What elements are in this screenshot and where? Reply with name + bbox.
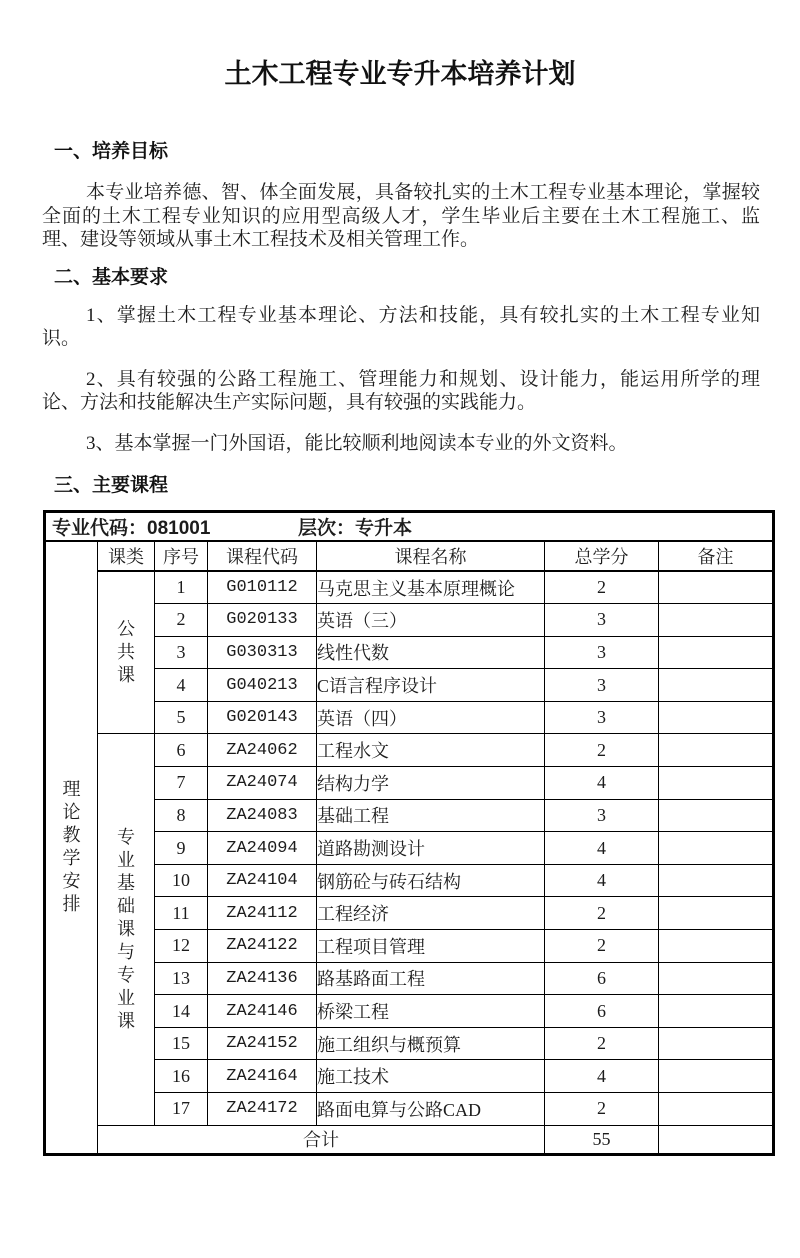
course-row: [45, 799, 774, 832]
program-level: 层次：专升本: [298, 518, 413, 539]
course-credits: 4: [545, 1060, 659, 1093]
course-no: 11: [155, 897, 208, 930]
course-name: 钢筋砼与砖石结构: [317, 864, 545, 897]
course-name: C语言程序设计: [317, 669, 545, 702]
course-name: 英语（三）: [317, 604, 545, 637]
course-credits: 6: [545, 962, 659, 995]
course-code: G040213: [208, 669, 317, 702]
course-row: [45, 930, 774, 963]
course-no: 7: [155, 767, 208, 800]
course-code: ZA24112: [208, 897, 317, 930]
course-credits: 2: [545, 1027, 659, 1060]
course-credits: 4: [545, 832, 659, 865]
course-row: [45, 1027, 774, 1060]
course-remark-cell: [659, 897, 774, 930]
course-row: [45, 571, 774, 604]
course-code: G030313: [208, 636, 317, 669]
course-code: ZA24136: [208, 962, 317, 995]
course-name: 马克思主义基本原理概论: [317, 571, 545, 604]
course-remark-cell: [659, 864, 774, 897]
requirement-item-2: 2、具有较强的公路工程施工、管理能力和规划、设计能力，能运用所学的理论、方法和技能解决生产实际问题，具有较强的实践能力。: [42, 368, 760, 413]
col-header-course-code: 课程代码: [208, 541, 317, 571]
requirement-item-1: 1、掌握土木工程专业基本理论、方法和技能，具有较扎实的土木工程专业知识。: [42, 304, 760, 349]
course-no: 13: [155, 962, 208, 995]
course-credits: 3: [545, 669, 659, 702]
course-name: 施工组织与概预算: [317, 1027, 545, 1060]
course-remark-cell: [659, 930, 774, 963]
course-name: 工程经济: [317, 897, 545, 930]
course-name: 桥梁工程: [317, 995, 545, 1028]
col-header-total-credits: 总学分: [545, 541, 659, 571]
course-credits: 6: [545, 995, 659, 1028]
section-heading-requirements: 二、基本要求: [54, 266, 169, 288]
course-row: [45, 962, 774, 995]
course-name: 路基路面工程: [317, 962, 545, 995]
section-heading-courses: 三、主要课程: [54, 475, 169, 496]
course-code: ZA24062: [208, 734, 317, 767]
objectives-paragraph: 本专业培养德、智、体全面发展，具备较扎实的土木工程专业基本理论，掌握较全面的土木工程专业知识的应用型高级人才，学生毕业后主要在土木工程施工、监理、建设等领域从事土木工程技术及相关管理工作。: [42, 182, 760, 250]
course-row: [45, 734, 774, 767]
course-remark-cell: [659, 571, 774, 604]
course-no: 1: [155, 571, 208, 604]
course-code: G020133: [208, 604, 317, 637]
course-row: [45, 832, 774, 865]
course-name: 基础工程: [317, 799, 545, 832]
course-remark-cell: [659, 636, 774, 669]
course-name: 英语（四）: [317, 701, 545, 734]
course-remark-cell: [659, 832, 774, 865]
course-code: ZA24146: [208, 995, 317, 1028]
course-credits: 2: [545, 930, 659, 963]
course-remark-cell: [659, 995, 774, 1028]
course-no: 4: [155, 669, 208, 702]
course-credits: 3: [545, 701, 659, 734]
col-header-number: 序号: [155, 541, 208, 571]
total-remark-cell: [659, 1125, 774, 1154]
course-row: [45, 897, 774, 930]
course-row: [45, 864, 774, 897]
course-no: 14: [155, 995, 208, 1028]
table-meta-row: [45, 512, 774, 542]
course-credits: 4: [545, 864, 659, 897]
course-code: G010112: [208, 571, 317, 604]
course-row: [45, 669, 774, 702]
page-title: 土木工程专业专升本培养计划: [224, 59, 576, 89]
course-remark-cell: [659, 799, 774, 832]
course-credits: 3: [545, 604, 659, 637]
course-row: [45, 1060, 774, 1093]
course-code: ZA24104: [208, 864, 317, 897]
course-remark-cell: [659, 669, 774, 702]
course-code: ZA24164: [208, 1060, 317, 1093]
course-credits: 2: [545, 1093, 659, 1126]
major-code: 专业代码：081001: [52, 518, 211, 539]
course-name: 施工技术: [317, 1060, 545, 1093]
table-header-row: [45, 541, 774, 571]
table-total-row: [45, 1125, 774, 1154]
course-name: 工程水文: [317, 734, 545, 767]
course-name: 道路勘测设计: [317, 832, 545, 865]
course-remark-cell: [659, 1027, 774, 1060]
course-code: ZA24152: [208, 1027, 317, 1060]
course-name: 工程项目管理: [317, 930, 545, 963]
col-header-course-type: 课类: [98, 541, 155, 571]
course-row: [45, 604, 774, 637]
course-row: [45, 636, 774, 669]
course-row: [45, 1093, 774, 1126]
course-remark-cell: [659, 962, 774, 995]
document-body: [42, 142, 760, 495]
course-table: [43, 510, 775, 1156]
course-remark-cell: [659, 701, 774, 734]
course-name: 路面电算与公路CAD: [317, 1093, 545, 1126]
course-no: 10: [155, 864, 208, 897]
course-no: 3: [155, 636, 208, 669]
course-no: 16: [155, 1060, 208, 1093]
course-credits: 2: [545, 734, 659, 767]
course-code: ZA24083: [208, 799, 317, 832]
course-remark-cell: [659, 767, 774, 800]
course-row: [45, 767, 774, 800]
course-no: 8: [155, 799, 208, 832]
course-credits: 2: [545, 897, 659, 930]
course-no: 2: [155, 604, 208, 637]
course-no: 9: [155, 832, 208, 865]
course-row: [45, 701, 774, 734]
course-no: 15: [155, 1027, 208, 1060]
course-name: 结构力学: [317, 767, 545, 800]
course-code: G020143: [208, 701, 317, 734]
course-code: ZA24172: [208, 1093, 317, 1126]
row-group-label-theory-teaching: 理 论 教 学 安 排: [45, 541, 98, 1154]
total-label: 合计: [98, 1125, 545, 1154]
course-credits: 4: [545, 767, 659, 800]
total-credits: 55: [545, 1125, 659, 1154]
course-name: 线性代数: [317, 636, 545, 669]
course-code: ZA24094: [208, 832, 317, 865]
group-label-major-courses: 专 业 基 础 课 与 专 业 课: [98, 734, 155, 1125]
course-remark-cell: [659, 1060, 774, 1093]
course-remark-cell: [659, 1093, 774, 1126]
course-row: [45, 995, 774, 1028]
col-header-remarks: 备注: [659, 541, 774, 571]
course-no: 12: [155, 930, 208, 963]
document-page: [0, 59, 800, 1258]
course-credits: 3: [545, 799, 659, 832]
section-heading-objectives: 一、培养目标: [54, 141, 169, 162]
course-no: 5: [155, 701, 208, 734]
course-remark-cell: [659, 604, 774, 637]
course-no: 17: [155, 1093, 208, 1126]
course-credits: 3: [545, 636, 659, 669]
course-credits: 2: [545, 571, 659, 604]
course-code: ZA24074: [208, 767, 317, 800]
col-header-course-name: 课程名称: [317, 541, 545, 571]
course-remark-cell: [659, 734, 774, 767]
group-label-public-courses: 公 共 课: [98, 571, 155, 734]
requirement-item-3: 3、基本掌握一门外国语，能比较顺利地阅读本专业的外文资料。: [86, 432, 628, 454]
course-no: 6: [155, 734, 208, 767]
course-code: ZA24122: [208, 930, 317, 963]
